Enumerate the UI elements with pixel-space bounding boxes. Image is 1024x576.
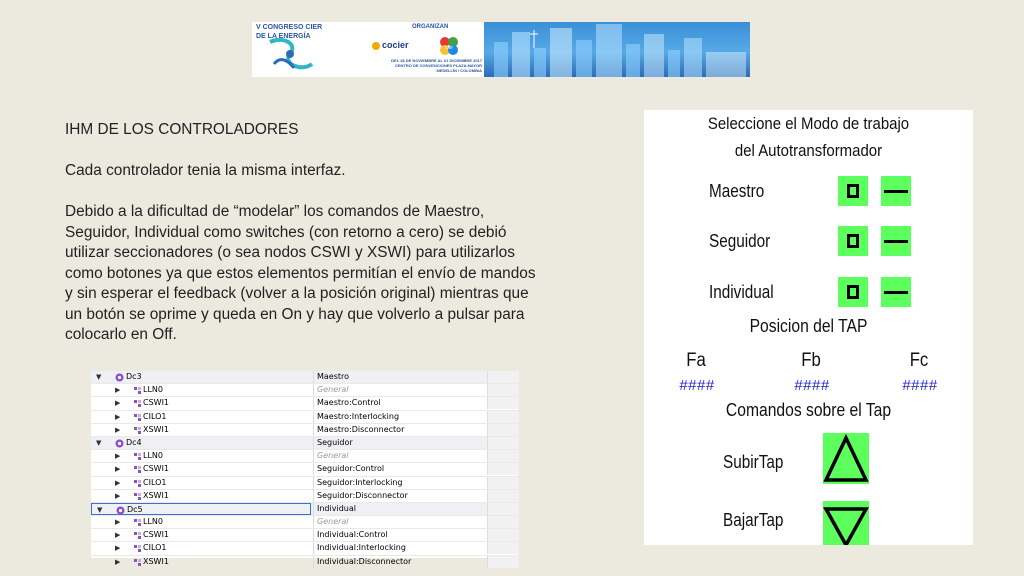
open-square-icon	[847, 285, 859, 299]
logical-node-icon	[133, 413, 141, 421]
tree-value-cell[interactable]: Seguidor:Disconnector	[313, 490, 489, 502]
mode-label-individual: Individual	[709, 282, 774, 302]
expand-caret-right-icon[interactable]: ▶	[115, 531, 121, 540]
tree-child-row[interactable]	[91, 463, 518, 476]
tree-name-cell[interactable]	[91, 371, 311, 383]
cocier-logo	[372, 40, 409, 50]
tree-value-cell[interactable]: Maestro:Control	[313, 397, 489, 409]
expand-caret-down-icon[interactable]: ▼	[96, 373, 102, 381]
hmi-panel	[644, 110, 973, 545]
dash-icon	[884, 190, 908, 193]
skyline-illustration	[484, 22, 750, 77]
triangle-up-icon	[823, 433, 869, 484]
tree-name-cell[interactable]	[91, 463, 311, 475]
logical-node-icon	[133, 558, 141, 566]
tree-value-cell[interactable]: Seguidor	[313, 437, 489, 449]
tree-name-cell[interactable]	[91, 450, 311, 462]
cier-text: cier	[444, 45, 454, 51]
tree-child-row[interactable]	[91, 490, 518, 503]
hmi-title-line2: del Autotransformador	[734, 141, 883, 160]
tree-child-row[interactable]	[91, 542, 518, 555]
tree-child-row[interactable]	[91, 397, 518, 410]
logical-node-icon	[133, 426, 141, 434]
dash-icon	[884, 240, 908, 243]
raise-tap-button[interactable]	[823, 433, 869, 484]
tree-node-name: CSWI1	[143, 464, 170, 474]
tree-node-name: Dc5	[127, 504, 143, 514]
tree-value-cell[interactable]: Individual:Interlocking	[313, 542, 489, 554]
banner-dates: DEL 28 DE NOVIEMBRE AL 01 DICIEMBRE 2017	[391, 58, 482, 63]
cier-logo-icon	[438, 35, 460, 57]
tree-node-name: LLN0	[143, 385, 163, 395]
logical-node-icon	[133, 531, 141, 539]
expand-caret-right-icon[interactable]: ▶	[115, 465, 121, 474]
expand-caret-right-icon[interactable]: ▶	[115, 557, 121, 566]
phase-a-tap-value: ####	[679, 377, 715, 394]
tree-extra-cell	[487, 411, 519, 423]
tree-value-cell[interactable]: Individual:Control	[313, 529, 489, 541]
phase-a-label: Fa	[686, 350, 706, 371]
expand-caret-down-icon[interactable]: ▼	[97, 505, 103, 514]
tree-extra-cell	[487, 529, 519, 541]
tree-name-cell[interactable]	[91, 490, 311, 502]
tree-node-name: Dc3	[126, 372, 142, 381]
raise-tap-label: SubirTap	[723, 452, 784, 472]
banner-title-line1: V CONGRESO CIER	[256, 24, 323, 31]
logical-node-icon	[133, 386, 141, 394]
event-banner	[252, 22, 750, 77]
tree-name-cell[interactable]	[91, 411, 311, 423]
phase-b-label: Fb	[801, 350, 821, 371]
logical-node-icon	[133, 452, 141, 460]
tree-extra-cell	[487, 490, 519, 502]
tree-parent-row[interactable]	[91, 437, 518, 450]
hmi-title	[664, 110, 954, 164]
logical-node-icon	[133, 492, 141, 500]
tree-extra-cell	[487, 424, 519, 436]
tree-name-cell[interactable]	[91, 556, 311, 568]
tree-name-cell[interactable]	[91, 384, 311, 396]
phase-c-label: Fc	[909, 350, 929, 371]
phase-b-tap-value: ####	[794, 377, 830, 394]
maestro-state-indicator[interactable]	[881, 176, 911, 206]
slide-paragraph-2: Debido a la dificultad de “modelar” los comandos de Maestro, Seguidor, Individual como switches (con retorno a cero) se debió utilizar seccionadores (o sea nodos CSWI y XSWI) para utilizarlos como botones ya que estos elementos permitían el envío de mandos y sin esperar el feedback (volver a la posición original) mientras que un botón se oprime y queda en On y hay que volverlo a pulsar para colocarlo en Off.	[65, 203, 536, 343]
mode-label-maestro: Maestro	[709, 181, 765, 201]
tree-extra-cell	[487, 503, 519, 515]
tree-name-cell[interactable]	[91, 397, 311, 409]
banner-details	[340, 58, 482, 73]
tree-extra-cell	[487, 477, 519, 489]
tree-name-cell[interactable]	[91, 477, 311, 489]
tree-child-row[interactable]	[91, 477, 518, 490]
city-skyline-image	[484, 22, 750, 77]
tree-extra-cell	[487, 450, 519, 462]
triangle-down-icon	[823, 501, 869, 545]
tree-value-cell[interactable]: Individual:Disconnector	[313, 556, 489, 568]
slide-heading: IHM DE LOS CONTROLADORES	[65, 121, 299, 138]
tree-node-name: CILO1	[143, 543, 167, 553]
tree-node-name: CILO1	[143, 411, 167, 421]
tree-value-cell[interactable]: Seguidor:Interlocking	[313, 477, 489, 489]
tree-name-cell[interactable]	[91, 424, 311, 436]
tree-extra-cell	[487, 516, 519, 528]
expand-caret-right-icon[interactable]: ▶	[115, 491, 121, 500]
lower-tap-button[interactable]	[823, 501, 869, 545]
expand-caret-right-icon[interactable]: ▶	[115, 386, 121, 395]
tap-position-title: Posicion del TAP	[749, 316, 868, 336]
tree-node-name: CSWI1	[143, 530, 170, 540]
tree-extra-cell	[487, 384, 519, 396]
tree-value-cell[interactable]: Seguidor:Control	[313, 463, 489, 475]
expand-caret-right-icon[interactable]: ▶	[115, 478, 121, 487]
tree-child-row[interactable]	[91, 556, 518, 569]
expand-caret-right-icon[interactable]: ▶	[115, 452, 121, 461]
tree-node-name: LLN0	[143, 451, 163, 461]
lower-tap-label: BajarTap	[723, 510, 784, 530]
open-square-icon	[847, 234, 859, 248]
dash-icon	[884, 291, 908, 294]
tree-child-row[interactable]	[91, 516, 518, 529]
logical-device-icon	[116, 506, 124, 514]
seguidor-state-indicator[interactable]	[881, 226, 911, 256]
tree-parent-row[interactable]	[91, 503, 518, 516]
tree-node-name: CSWI1	[143, 398, 170, 408]
cocier-text: cocier	[382, 40, 409, 50]
maestro-select-button[interactable]	[838, 176, 868, 206]
banner-title-line2: DE LA ENERGÍA	[256, 33, 311, 40]
expand-caret-right-icon[interactable]: ▶	[115, 544, 121, 553]
tree-node-name: Dc4	[126, 437, 142, 447]
tree-value-cell[interactable]: Maestro:Disconnector	[313, 424, 489, 436]
tree-name-cell[interactable]	[91, 529, 311, 541]
logical-node-icon	[133, 544, 141, 552]
tree-child-row[interactable]	[91, 529, 518, 542]
tree-child-row[interactable]	[91, 411, 518, 424]
logical-node-icon	[133, 518, 141, 526]
tree-child-row[interactable]	[91, 384, 518, 397]
tree-extra-cell	[487, 463, 519, 475]
logical-device-icon	[115, 439, 123, 447]
logical-node-icon	[133, 465, 141, 473]
tree-node-name: XSWI1	[143, 490, 169, 500]
tree-name-cell[interactable]	[91, 437, 311, 449]
tree-extra-cell	[487, 371, 519, 383]
tree-extra-cell	[487, 397, 519, 409]
expand-caret-right-icon[interactable]: ▶	[115, 518, 121, 527]
tap-commands-title: Comandos sobre el Tap	[725, 400, 892, 420]
tree-value-cell[interactable]: Individual	[313, 503, 489, 515]
tree-node-name: XSWI1	[143, 424, 169, 434]
tree-extra-cell	[487, 556, 519, 568]
tree-name-cell[interactable]	[91, 516, 311, 528]
hmi-title-line1: Seleccione el Modo de trabajo	[707, 114, 910, 133]
banner-venue: CENTRO DE CONVENCIONES PLAZA MAYOR	[394, 63, 482, 68]
banner-left-panel	[252, 22, 484, 77]
tree-parent-row[interactable]	[91, 371, 518, 384]
logical-node-icon	[133, 399, 141, 407]
tree-value-cell[interactable]: General	[313, 384, 489, 396]
tree-name-cell[interactable]	[91, 503, 311, 515]
individual-state-indicator[interactable]	[881, 277, 911, 307]
logical-node-icon	[133, 479, 141, 487]
expand-caret-right-icon[interactable]: ▶	[115, 412, 121, 421]
tree-value-cell[interactable]: Maestro:Interlocking	[313, 411, 489, 423]
tree-node-name: CILO1	[143, 477, 167, 487]
tree-extra-cell	[487, 542, 519, 554]
tree-name-cell[interactable]	[91, 542, 311, 554]
expand-caret-down-icon[interactable]: ▼	[96, 438, 102, 447]
tree-child-row[interactable]	[91, 450, 518, 463]
tree-node-name: LLN0	[143, 517, 163, 527]
open-square-icon	[847, 184, 859, 198]
cocier-logo-icon	[372, 42, 380, 50]
tree-value-cell[interactable]: Maestro	[313, 371, 489, 383]
individual-select-button[interactable]	[838, 277, 868, 307]
logical-device-icon	[115, 373, 123, 381]
tree-node-name: XSWI1	[143, 556, 169, 566]
tree-value-cell[interactable]: General	[313, 450, 489, 462]
seguidor-select-button[interactable]	[838, 226, 868, 256]
slide-paragraph-1: Cada controlador tenia la misma interfaz.	[65, 162, 346, 179]
tree-extra-cell	[487, 437, 519, 449]
phase-c-tap-value: ####	[902, 377, 938, 394]
expand-caret-right-icon[interactable]: ▶	[115, 425, 121, 434]
mode-label-seguidor: Seguidor	[709, 231, 771, 251]
tree-child-row[interactable]	[91, 424, 518, 437]
banner-city: MEDELLÍN / COLOMBIA	[436, 68, 482, 73]
tree-value-cell[interactable]: General	[313, 516, 489, 528]
expand-caret-right-icon[interactable]: ▶	[115, 399, 121, 408]
organizers-label: ORGANIZAN	[412, 24, 449, 30]
slide-text	[65, 120, 545, 346]
congress-logo-icon	[264, 34, 316, 76]
logical-device-tree	[91, 371, 518, 566]
